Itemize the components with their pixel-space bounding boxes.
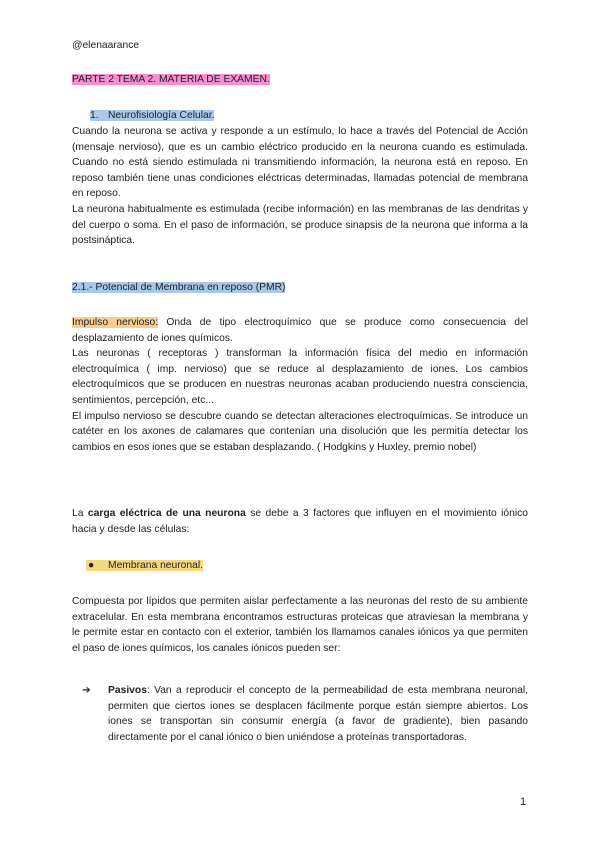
- carga-electrica-paragraph: La carga eléctrica de una neurona se debe a 3 factores que influyen en el movimiento iónico hacia y desde las células:: [72, 508, 528, 535]
- section-2-1-body: [72, 315, 528, 455]
- impulso-term: Impulso nervioso:: [72, 317, 159, 328]
- page-number: 1: [520, 796, 527, 808]
- section-2-1-heading: 2.1.- Potencial de Membrana en reposo (PMR): [72, 282, 286, 293]
- bullet-membrana-neuronal: ● Membrana neuronal.: [86, 558, 528, 574]
- author-handle: @elenaarance: [72, 40, 140, 51]
- page-title: PARTE 2 TEMA 2. MATERIA DE EXAMEN.: [72, 74, 270, 85]
- pasivos-item: ➔ Pasivos: Van a reproducir el concepto de la permeabilidad de esta membrana neuronal, permiten que ciertos iones se desplacen fácilmente porque están siempre abiertos. Los iones se transportan sin consumir energía (a favor de gradiente), bien pasando directamente por el canal iónico o bien uniéndose a proteínas transportadoras.: [82, 685, 528, 743]
- section-1-heading: 1. Neurofisiología Celular.: [90, 110, 215, 121]
- bullet-icon: ●: [88, 560, 95, 571]
- section-2-1-paragraph-2: Las neuronas ( receptoras ) transforman la información física del medio en información electroquímica ( imp. nervioso) que se reduce al desplazamiento de iones. Los cambios electroquímicos que se producen en nuestras neuronas acaban produciendo nuestra consciencia, sentimientos, percepción, etc...: [72, 348, 528, 406]
- section-2-1-paragraph-3: El impulso nervioso se descubre cuando se detectan alteraciones electroquímicas. Se introduce un catéter en los axones de calamares que contenían una disolución que les permitía detectar los cambios en esos iones que se estaban desplazando. ( Hodgkins y Huxley, premio nobel): [72, 410, 528, 453]
- section-1-body: [72, 124, 528, 249]
- section-1-paragraph-1: Cuando la neurona se activa y responde a un estímulo, lo hace a través del Potencial de Acción (mensaje nervioso), que es un cambio eléctrico producido en la neurona cuando es estimulada. Cuando no está siendo estimulada ni transmitiendo información, la neurona está en reposo. En reposo también tiene unas condiciones eléctricas determinadas, llamadas potencial de membrana en reposo.: [72, 126, 528, 200]
- arrow-right-icon: ➔: [82, 685, 91, 696]
- impulso-definition: Impulso nervioso: Onda de tipo electroquímico que se produce como consecuencia del desplazamiento de iones químicos.: [72, 317, 528, 344]
- section-1-paragraph-2: La neurona habitualmente es estimulada (recibe información) en las membranas de las dendritas y del cuerpo o soma. En el paso de información, se produce sinapsis de la neurona que informa a la postsináptica.: [72, 203, 528, 247]
- membrana-paragraph: Compuesta por lípidos que permiten aislar perfectamente a las neuronas del resto de su ambiente extracelular. En esta membrana encontramos estructuras proteicas que atraviesan la membrana y le permite estar en contacto con el exterior, también los llamamos canales iónicos ya que permiten el paso de iones químicos, los canales iónicos pueden ser:: [72, 596, 528, 654]
